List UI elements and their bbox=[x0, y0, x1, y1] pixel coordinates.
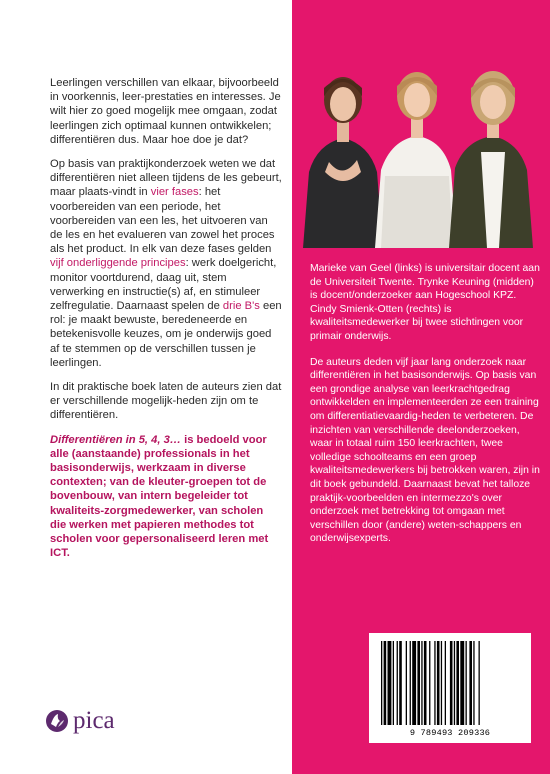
highlight-vier-fases: vier fases bbox=[150, 186, 199, 199]
barcode-bars bbox=[369, 633, 531, 743]
blurb-p2-text-a: Op basis van praktijkonderzoek weten we dat differentiëren niet alleen tijdens de les gebeurt, maar plaats-vindt in bbox=[50, 158, 282, 199]
research-paragraph: De auteurs deden vijf jaar lang onderzoek naar differentiëren in het basisonderwijs. Op basis van een grondige analyse van leerkrachtgedrag ontwikkelden en implementeerden ze een training om differentiatievaardig-heden te verbeteren. De inzichten van verschillende deelonderzoeken, waar in totaal ruim 150 leerkrachten, twee volledige schoolteams en een groep kwaliteitsmedewerkers bij betrokken waren, zijn in dit boek gebundeld. Daarnaast bevat het talloze praktijk-voorbeelden en intermezzo's over onderzoek met betrekking tot omgaan met verschillen door (andere) weten-schappers en onderwijsexperts. bbox=[310, 356, 540, 545]
pica-logo-icon bbox=[46, 709, 68, 733]
blurb-p2-text-c: : werk doelgericht, monitor voortdurend, daag uit, stem verwerking en instructie(s) af, en stimuleer zelfregulatie. Daarnaast spelen de bbox=[50, 257, 277, 313]
isbn-number: 9 789493 209336 bbox=[409, 728, 491, 738]
publisher-name: pica bbox=[73, 707, 115, 734]
blurb-p2-text-b: : het voorbereiden van een periode, het voorbereiden van een les, het uitvoeren van de les en het evalueren van zowel het proces als het product. In elk van deze fases gelden bbox=[50, 186, 275, 256]
authors-info-column bbox=[310, 262, 540, 558]
blurb-paragraph-3: In dit praktische boek laten de auteurs zien dat er verschillende mogelijk-heden zijn om te differentiëren. bbox=[50, 381, 282, 422]
highlight-drie-bs: drie B's bbox=[222, 300, 260, 313]
highlight-principes: vijf onderliggende principes bbox=[50, 257, 186, 270]
authors-bio-paragraph: Marieke van Geel (links) is universitair docent aan de Universiteit Twente. Trynke Keuning (midden) is docent/onderzoeker aan Hogeschool KPZ. Cindy Smienk-Otten (rechts) is kwaliteitsmedewerker bij twee stichtingen voor primair onderwijs. bbox=[310, 263, 540, 342]
publisher-logo bbox=[46, 703, 115, 739]
blurb-paragraph-2 bbox=[50, 157, 282, 370]
blurb-p2-text-d: een rol: je maakt bewuste, beredeneerde en betekenisvolle keuzes, om je onderwijs goed af te stemmen op de verschillen tussen je leerlingen. bbox=[50, 300, 282, 369]
blurb-paragraph-1: Leerlingen verschillen van elkaar, bijvoorbeeld in voorkennis, leer-prestaties en interesses. Je wilt hier zo goed mogelijk mee omgaan, zodat leerlingen zich optimaal kunnen ontwikkelen; differentiëren dus. Maar hoe doe je dat? bbox=[50, 77, 281, 146]
book-title-italic: Differentiëren in 5, 4, 3… bbox=[50, 433, 181, 446]
isbn-barcode bbox=[369, 633, 531, 743]
authors-photo bbox=[299, 52, 535, 248]
blurb-column bbox=[50, 76, 282, 571]
blurb-p4-text: is bedoeld voor alle (aanstaande) professionals in het basisonderwijs, werkzaam in diverse contexten; van de kleuter-groepen tot de bovenbouw, van intern begeleider tot kwaliteits-zorgmedewerker, van scholen die werken met papieren methodes tot scholen voor gepersonaliseerd leren met ICT. bbox=[50, 433, 269, 560]
blurb-paragraph-4 bbox=[50, 433, 282, 561]
